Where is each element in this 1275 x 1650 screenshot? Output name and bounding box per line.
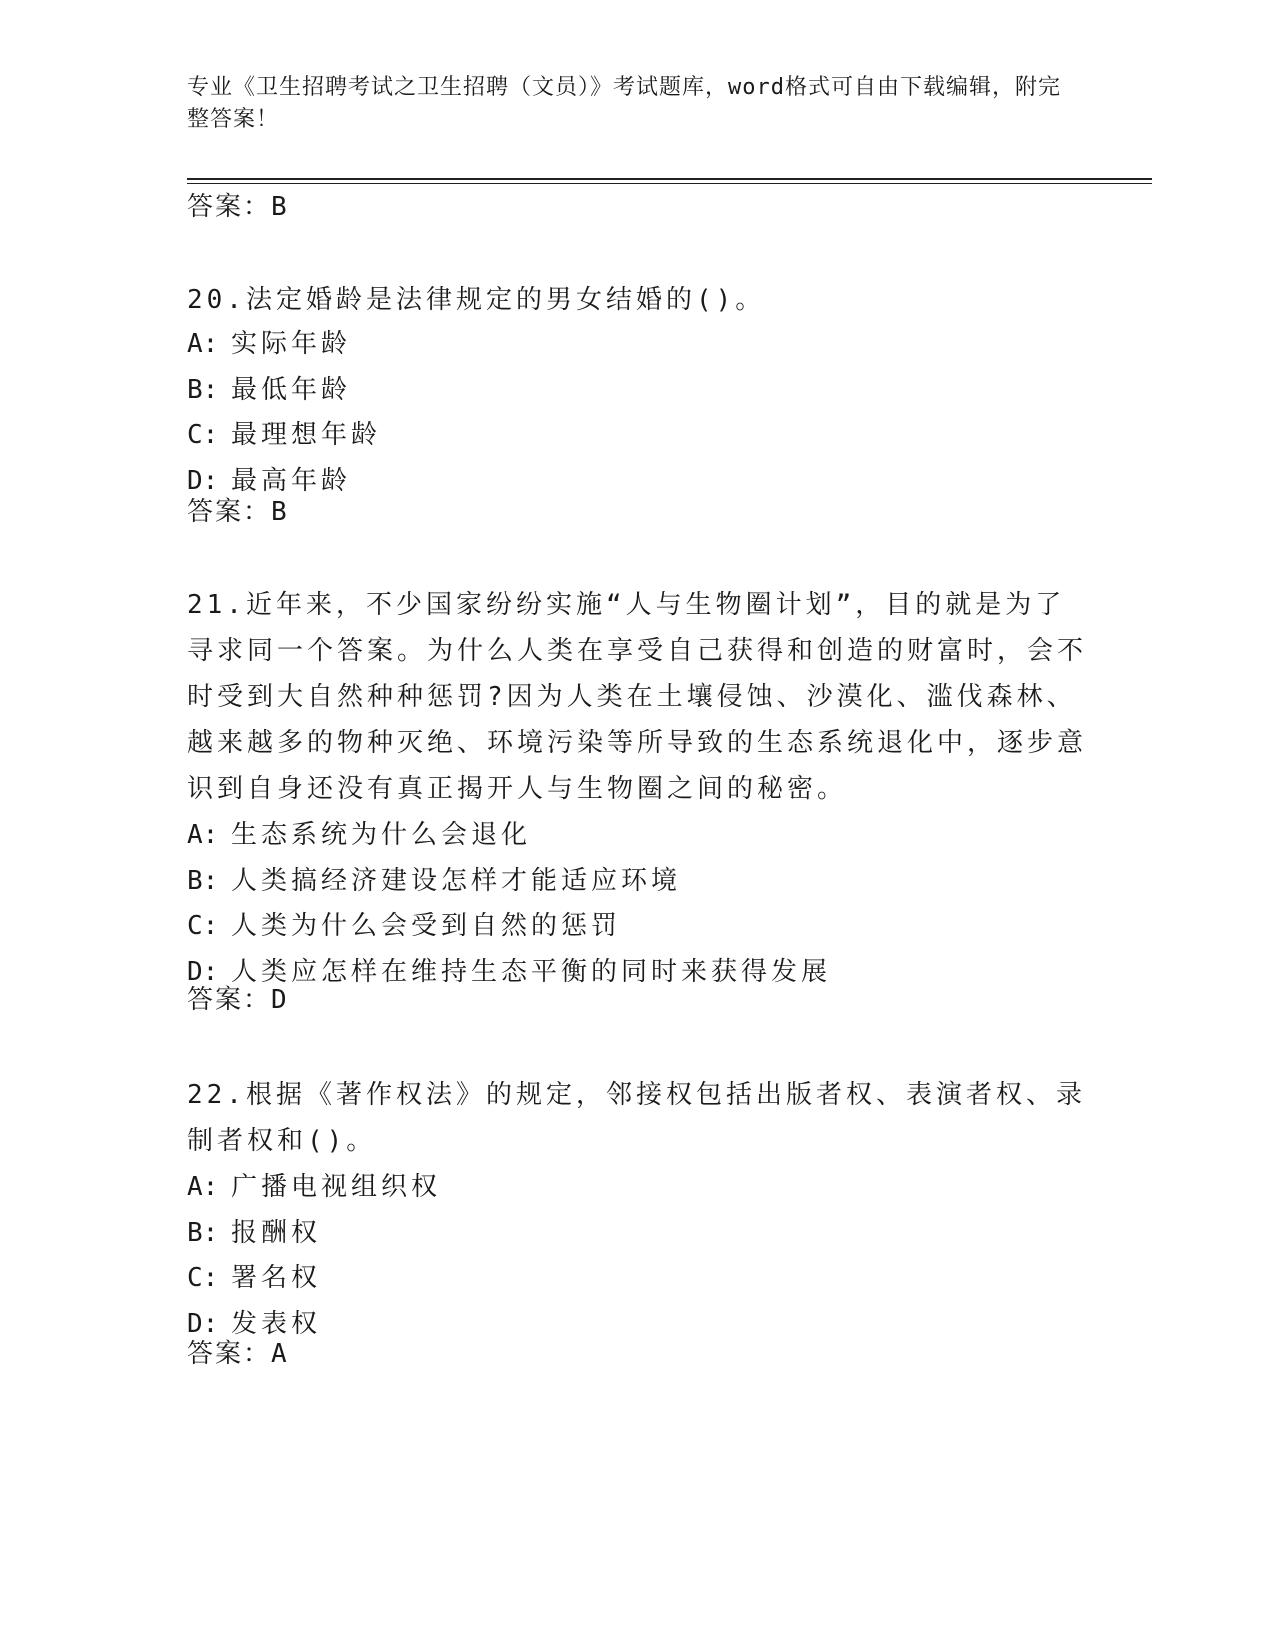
- header-rule-thin: [187, 183, 1152, 184]
- option-text: 署名权: [231, 1263, 322, 1293]
- option-key: A:: [187, 820, 219, 850]
- option-text: 最低年龄: [231, 374, 352, 405]
- question-21-options: [187, 813, 831, 995]
- option-b: [187, 368, 381, 414]
- option-text: 人类应怎样在维持生态平衡的同时来获得发展: [231, 956, 832, 987]
- option-b: [187, 1211, 441, 1257]
- option-key: B:: [187, 1217, 219, 1248]
- answer-label: 答案：: [187, 1339, 272, 1369]
- option-key: D:: [187, 1308, 219, 1339]
- option-key: D:: [187, 956, 219, 987]
- option-text: 人类为什么会受到自然的惩罚: [231, 911, 622, 941]
- option-key: A:: [187, 329, 219, 359]
- option-key: C:: [187, 420, 219, 450]
- option-b: [187, 859, 831, 905]
- question-22-options: [187, 1165, 441, 1347]
- option-key: B:: [187, 865, 219, 896]
- option-text: 最理想年龄: [231, 420, 382, 450]
- option-key: B:: [187, 374, 219, 405]
- option-c: [187, 904, 831, 950]
- answer-value: A: [271, 1339, 289, 1369]
- question-21-answer: [187, 983, 289, 1017]
- answer-value: D: [271, 985, 289, 1015]
- option-a: [187, 322, 381, 368]
- option-text: 人类搞经济建设怎样才能适应环境: [231, 865, 682, 896]
- option-key: D:: [187, 465, 219, 496]
- option-text: 最高年龄: [231, 465, 352, 496]
- answer-line-previous: [187, 190, 289, 224]
- option-c: [187, 1256, 441, 1302]
- question-21-stem: 21.近年来，不少国家纷纷实施“人与生物圈计划”，目的就是为了寻求同一个答案。为什么人类在享受自己获得和创造的财富时，会不时受到大自然种种惩罚?因为人类在土壤侵蚀、沙漠化、滥伐森林、越来越多的物种灭绝、环境污染等所导致的生态系统退化中，逐步意识到自身还没有真正揭开人与生物圈之间的秘密。: [187, 590, 1088, 804]
- answer-value: B: [271, 497, 289, 527]
- question-22-stem: 22.根据《著作权法》的规定，邻接权包括出版者权、表演者权、录制者权和()。: [187, 1080, 1086, 1156]
- question-22-answer: [187, 1337, 289, 1371]
- header-rule-thick: [187, 178, 1152, 180]
- answer-label: 答案：: [187, 192, 272, 222]
- document-header: 专业《卫生招聘考试之卫生招聘（文员）》考试题库，word格式可自由下载编辑，附完整答案！: [187, 75, 1061, 132]
- question-20-stem: 20.法定婚龄是法律规定的男女结婚的()。: [187, 285, 766, 315]
- option-text: 实际年龄: [231, 329, 352, 359]
- answer-value: B: [271, 192, 289, 222]
- question-20-options: [187, 322, 381, 504]
- option-text: 生态系统为什么会退化: [231, 820, 532, 850]
- answer-label: 答案：: [187, 985, 272, 1015]
- option-text: 广播电视组织权: [231, 1172, 442, 1202]
- option-key: C:: [187, 911, 219, 941]
- option-c: [187, 413, 381, 459]
- option-a: [187, 1165, 441, 1211]
- option-text: 发表权: [231, 1308, 322, 1339]
- option-key: A:: [187, 1172, 219, 1202]
- option-a: [187, 813, 831, 859]
- option-text: 报酬权: [231, 1217, 322, 1248]
- option-key: C:: [187, 1263, 219, 1293]
- answer-label: 答案：: [187, 497, 272, 527]
- question-20-answer: [187, 495, 289, 529]
